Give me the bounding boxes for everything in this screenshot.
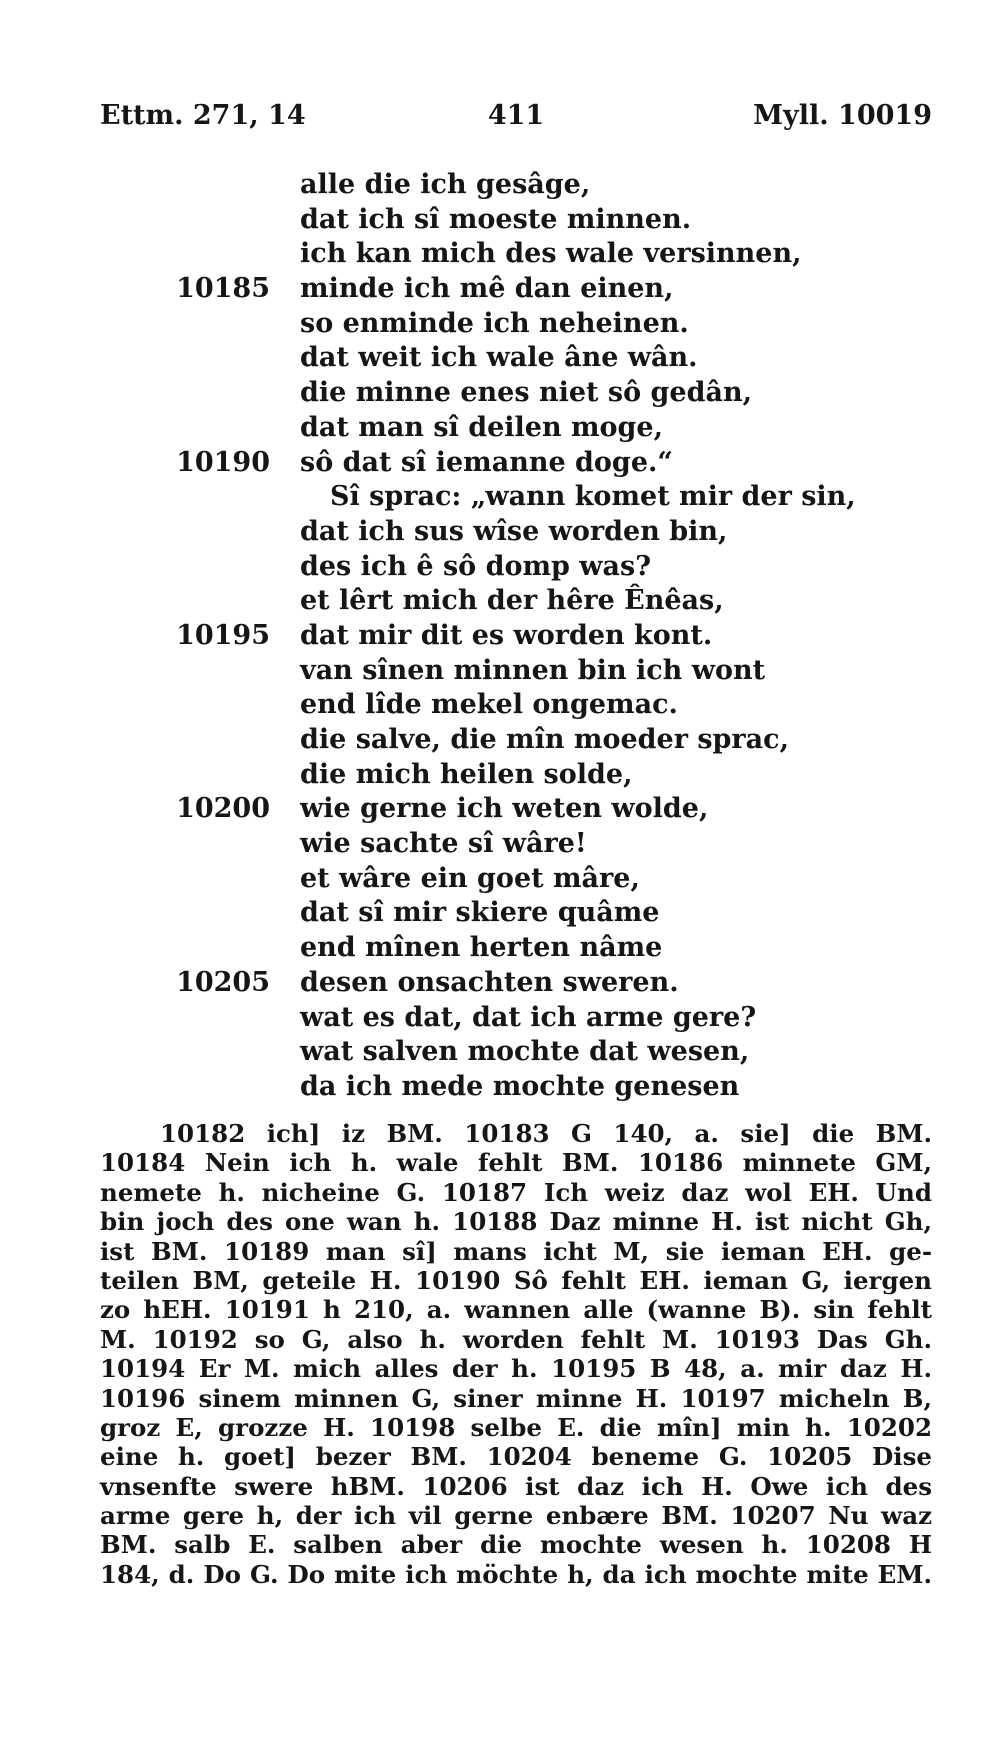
verse-text-line: minde ich mê dan einen,	[300, 273, 674, 305]
verse-line	[0, 515, 1000, 550]
verse-line	[0, 966, 1000, 1001]
verse-text-line: ich kan mich des wale versinnen,	[300, 238, 802, 270]
line-number: 10190	[176, 446, 270, 478]
verse-text-line: alle die ich gesâge,	[300, 169, 591, 200]
apparatus-line: 10196 sinem minnen G, siner minne H. 10197 micheln B,	[100, 1383, 932, 1413]
header-left-reference: Ettm. 271, 14	[100, 100, 306, 131]
line-number: 10185	[176, 273, 270, 305]
verse-text-line: dat ich sus wîse worden bin,	[300, 515, 728, 547]
verse-line	[0, 376, 1000, 411]
line-number: 10200	[176, 793, 270, 825]
verse-line	[0, 341, 1000, 376]
verse-line	[0, 862, 1000, 897]
verse-line	[0, 1001, 1000, 1036]
apparatus-line: nemete h. nicheine G. 10187 Ich weiz daz wol EH. Und	[100, 1177, 932, 1207]
apparatus-line: 10182 ich] iz BM. 10183 G 140, a. sie] die BM.	[160, 1119, 932, 1148]
verse-text-line: dat ich sî moeste minnen.	[300, 203, 692, 235]
verse-text-line: die salve, die mîn moeder sprac,	[300, 724, 789, 755]
verse-line	[0, 237, 1000, 272]
apparatus-line: 184, d. Do G. Do mite ich möchte h, da ich mochte mite EM.	[100, 1559, 932, 1589]
verse-line	[0, 480, 1000, 515]
critical-apparatus	[100, 1119, 932, 1589]
verse-text-line: wie sachte sî wâre!	[300, 828, 587, 860]
verse-line	[0, 896, 1000, 931]
verse-line	[0, 168, 1000, 203]
verse-text-line: desen onsachten sweren.	[300, 966, 679, 998]
verse-text-line: des ich ê sô domp was?	[300, 550, 652, 582]
verse-text-line: dat man sî deilen moge,	[300, 411, 664, 443]
verse-text-line: et wâre ein goet mâre,	[300, 862, 640, 894]
verse-text-line: wat es dat, dat ich arme gere?	[300, 1001, 757, 1033]
verse-line	[0, 550, 1000, 585]
verse-text-line: Sî sprac: „wann komet mir der sin,	[330, 481, 856, 513]
verse-line	[0, 688, 1000, 723]
verse-line	[0, 1035, 1000, 1070]
verse-text-line: end mînen herten nâme	[300, 932, 663, 964]
verse-line	[0, 827, 1000, 862]
verse-line	[0, 584, 1000, 619]
verse-line	[0, 654, 1000, 689]
apparatus-line: M. 10192 so G, also h. worden fehlt M. 10193 Das Gh.	[100, 1324, 932, 1354]
page-number: 411	[487, 100, 545, 131]
apparatus-line: eine h. goet] bezer BM. 10204 beneme G. 10205 Dise	[100, 1442, 932, 1472]
verse-line	[0, 1070, 1000, 1105]
apparatus-line: arme gere h, der ich vil gerne enbære BM. 10207 Nu waz	[100, 1501, 932, 1531]
verse-text-line: so enminde ich neheinen.	[300, 307, 689, 339]
apparatus-line: 10184 Nein ich h. wale fehlt BM. 10186 minnete GM,	[100, 1148, 932, 1178]
verse-text-line: wat salven mochte dat wesen,	[300, 1036, 750, 1068]
verse-line	[0, 307, 1000, 342]
verse-line	[0, 931, 1000, 966]
apparatus-line: BM. salb E. salben aber die mochte wesen h. 10208 H	[100, 1530, 932, 1560]
line-number: 10195	[176, 619, 270, 651]
verse-text-line: die mich heilen solde,	[300, 758, 633, 790]
verse-text-line: da ich mede mochte genesen	[300, 1070, 740, 1102]
verse-text-line: et lêrt mich der hêre Ênêas,	[300, 585, 724, 617]
verse-text	[0, 168, 1000, 1105]
running-header	[100, 96, 932, 136]
apparatus-line: groz E, grozze H. 10198 selbe E. die mîn] min h. 10202	[100, 1412, 932, 1442]
verse-text-line: die minne enes niet sô gedân,	[300, 377, 752, 409]
verse-text-line: sô dat sî iemanne doge.“	[300, 446, 673, 478]
verse-line	[0, 446, 1000, 481]
verse-text-line: dat sî mir skiere quâme	[300, 897, 660, 929]
apparatus-line: bin joch des one wan h. 10188 Daz minne H. ist nicht Gh,	[100, 1207, 932, 1237]
apparatus-line: ist BM. 10189 man sî] mans icht M, sie ieman EH. ge-	[100, 1236, 932, 1266]
verse-line	[0, 272, 1000, 307]
verse-text-line: wie gerne ich weten wolde,	[300, 793, 709, 825]
verse-line	[0, 723, 1000, 758]
apparatus-line: vnsenfte swere hBM. 10206 ist daz ich H. Owe ich des	[100, 1471, 932, 1501]
verse-text-line: dat mir dit es worden kont.	[300, 619, 713, 651]
verse-line	[0, 411, 1000, 446]
verse-line	[0, 619, 1000, 654]
apparatus-line: 10194 Er M. mich alles der h. 10195 B 48, a. mir daz H.	[100, 1354, 932, 1384]
line-number: 10205	[176, 966, 270, 998]
verse-line	[0, 758, 1000, 793]
verse-line	[0, 203, 1000, 238]
verse-text-line: dat weit ich wale âne wân.	[300, 342, 698, 374]
apparatus-line: zo hEH. 10191 h 210, a. wannen alle (wanne B). sin fehlt	[100, 1295, 932, 1325]
header-right-reference: Myll. 10019	[753, 100, 932, 131]
verse-text-line: end lîde mekel ongemac.	[300, 689, 678, 721]
verse-line	[0, 792, 1000, 827]
verse-text-line: van sînen minnen bin ich wont	[300, 654, 766, 686]
apparatus-line: teilen BM, geteile H. 10190 Sô fehlt EH. ieman G, iergen	[100, 1265, 932, 1295]
